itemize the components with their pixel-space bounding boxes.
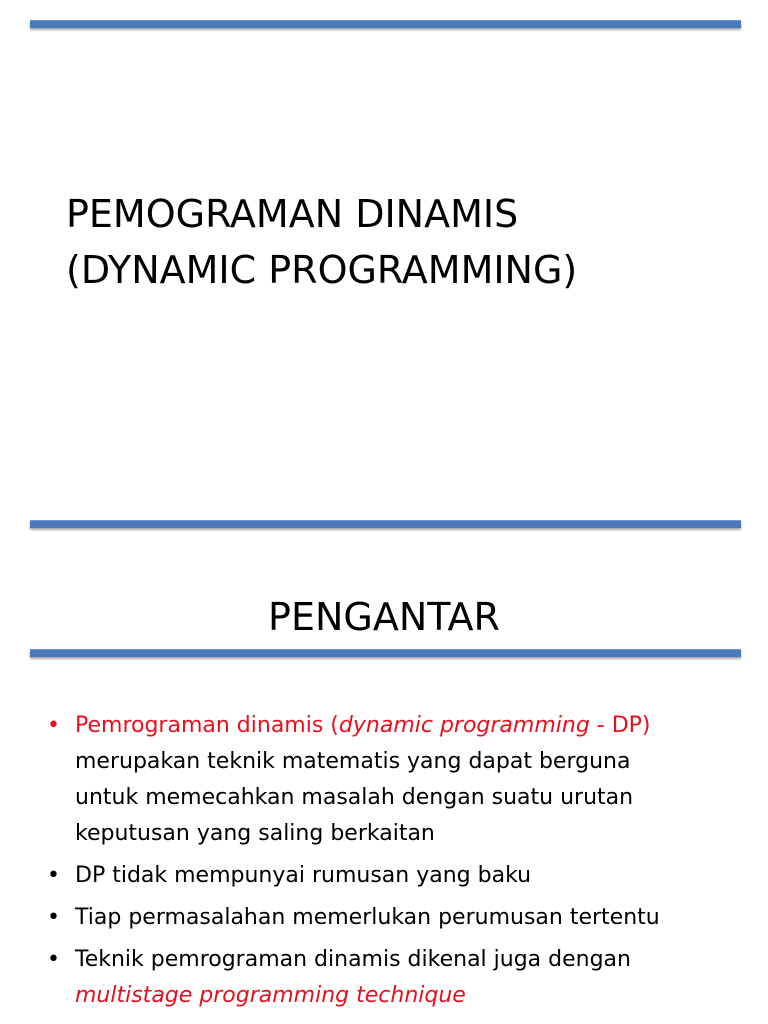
bullet-item-definition bbox=[47, 708, 747, 852]
multistage-term: multistage programming technique bbox=[75, 983, 466, 1008]
bullet-text: Tiap permasalahan memerlukan perumusan tertentu bbox=[75, 905, 660, 930]
slide-separator-rule bbox=[30, 520, 741, 528]
definition-line-3: untuk memecahkan masalah dengan suatu urutan bbox=[75, 785, 634, 810]
main-title-line-1: PEMOGRAMAN DINAMIS bbox=[66, 192, 519, 236]
bullet-dot: • bbox=[47, 905, 60, 930]
bullet-list bbox=[47, 708, 747, 1020]
definition-line-2: merupakan teknik matematis yang dapat berguna bbox=[75, 749, 631, 774]
bullet-item-no-formula bbox=[47, 858, 747, 894]
bullet-item-multistage bbox=[47, 942, 747, 1014]
bullet-dot: • bbox=[47, 863, 60, 888]
bullet-dot: • bbox=[47, 713, 60, 738]
definition-line-4: keputusan yang saling berkaitan bbox=[75, 821, 435, 846]
definition-text-italic: dynamic programming bbox=[338, 713, 590, 738]
section-title: PENGANTAR bbox=[268, 595, 500, 639]
bullet-item-formulation bbox=[47, 900, 747, 936]
bullet-text: Teknik pemrograman dinamis dikenal juga dengan bbox=[75, 947, 631, 972]
title-underline-rule bbox=[30, 649, 741, 657]
main-title-line-2: (DYNAMIC PROGRAMMING) bbox=[66, 248, 578, 292]
bullet-text: DP tidak mempunyai rumusan yang baku bbox=[75, 863, 532, 888]
main-title bbox=[66, 186, 577, 298]
top-divider-rule bbox=[30, 20, 741, 28]
definition-text-start: Pemrograman dinamis ( bbox=[75, 713, 339, 738]
definition-text-end: - DP) bbox=[589, 713, 651, 738]
slide-introduction bbox=[0, 512, 768, 1024]
bullet-dot: • bbox=[47, 947, 60, 972]
